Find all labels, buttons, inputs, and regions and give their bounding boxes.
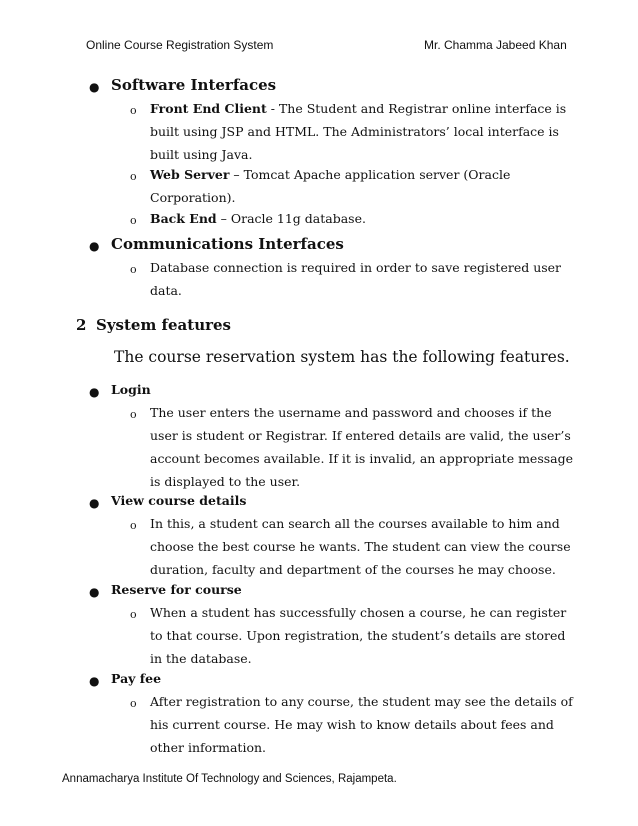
item-label: Front End Client — [150, 101, 267, 116]
heading-communications-interfaces: Communications Interfaces — [111, 235, 344, 253]
feature-text-line: The user enters the username and password and chooses if the — [150, 405, 552, 420]
feature-text-line: user is student or Registrar. If entered details are valid, the user’s — [150, 428, 571, 443]
header-author: Mr. Chamma Jabeed Khan — [424, 38, 567, 52]
software-item-back-end — [150, 211, 366, 226]
section-heading — [76, 316, 231, 334]
sub-bullet: o — [130, 104, 137, 117]
sub-bullet: o — [130, 697, 137, 710]
feature-text-line: duration, faculty and department of the courses he may choose. — [150, 562, 556, 577]
feature-text-line: After registration to any course, the student may see the details of — [150, 694, 573, 709]
feature-text-line: account becomes available. If it is invalid, an appropriate message — [150, 451, 574, 466]
sub-bullet: o — [130, 408, 137, 421]
bullet: ● — [89, 385, 100, 399]
feature-text-line: in the database. — [150, 651, 252, 666]
bullet: ● — [89, 239, 100, 253]
item-text: – Oracle 11g database. — [216, 211, 366, 226]
item-label: Back End — [150, 211, 217, 226]
software-item-web-server — [150, 167, 510, 182]
item-text: – Tomcat Apache application server (Oracle — [229, 167, 511, 182]
feature-text-line: When a student has successfully chosen a course, he can register — [150, 605, 567, 620]
sub-bullet: o — [130, 170, 137, 183]
heading-software-interfaces: Software Interfaces — [111, 76, 277, 94]
sub-bullet: o — [130, 519, 137, 532]
feature-title-reserve-for-course: Reserve for course — [111, 582, 242, 597]
sub-bullet: o — [130, 608, 137, 621]
bullet: ● — [89, 585, 100, 599]
item-text-line: Database connection is required in order to save registered user — [150, 260, 562, 275]
feature-text-line: is displayed to the user. — [150, 474, 301, 489]
feature-title-login: Login — [111, 382, 151, 397]
header-title: Online Course Registration System — [86, 38, 274, 52]
feature-text-line: choose the best course he wants. The student can view the course — [150, 539, 571, 554]
item-text-line: Corporation). — [150, 190, 236, 205]
section-title: System features — [96, 316, 231, 334]
bullet: ● — [89, 674, 100, 688]
item-text-line: built using JSP and HTML. The Administrators’ local interface is — [150, 124, 559, 139]
item-label: Web Server — [150, 167, 230, 182]
software-item-front-end — [150, 101, 566, 116]
sub-bullet: o — [130, 214, 137, 227]
feature-title-pay-fee: Pay fee — [111, 671, 162, 686]
feature-text-line: other information. — [150, 740, 266, 755]
item-text-line: data. — [150, 283, 182, 298]
section-number: 2 — [76, 316, 87, 334]
item-text-line: built using Java. — [150, 147, 253, 162]
feature-text-line: In this, a student can search all the courses available to him and — [150, 516, 560, 531]
feature-text-line: to that course. Upon registration, the student’s details are stored — [150, 628, 566, 643]
item-text: - The Student and Registrar online interface is — [266, 101, 567, 116]
feature-title-view-course-details: View course details — [111, 493, 247, 508]
sub-bullet: o — [130, 263, 137, 276]
section-intro: The course reservation system has the following features. — [114, 348, 570, 366]
footer-institute: Annamacharya Institute Of Technology and Sciences, Rajampeta. — [62, 773, 397, 785]
bullet: ● — [89, 80, 100, 94]
bullet: ● — [89, 496, 100, 510]
feature-text-line: his current course. He may wish to know details about fees and — [150, 717, 554, 732]
